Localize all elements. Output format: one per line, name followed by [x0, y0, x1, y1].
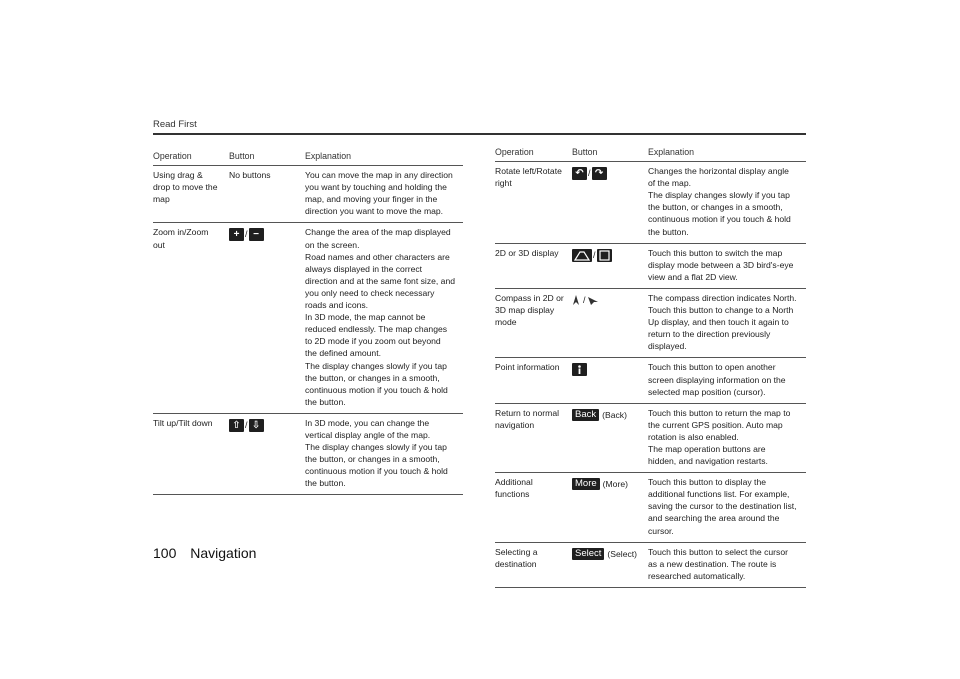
button-cell: No buttons — [229, 170, 271, 181]
table-row — [495, 162, 806, 244]
page-footer — [153, 545, 256, 561]
operation-cell: Rotate left/Rotate right — [495, 166, 562, 189]
slash-separator: / — [245, 229, 248, 240]
button-cell — [572, 546, 648, 582]
explanation-cell: Touch this button to select the cursor as a new destination. The route is researched automatically. — [648, 546, 788, 581]
compass-north-icon — [572, 294, 580, 310]
3d-view-icon — [572, 249, 592, 262]
compass-heading-icon — [587, 294, 599, 310]
page-number: 100 — [153, 545, 177, 561]
explanation-cell: Touch this button to display the additional functions list. For example, saving the cursor to the destination list, and searching the area around the cursor. — [648, 477, 797, 536]
3d-view-glyph — [572, 249, 592, 262]
button-cell — [229, 226, 305, 407]
back-button-label: (Back) — [602, 409, 627, 420]
table-row — [153, 166, 463, 223]
explanation-cell: Change the area of the map displayed on the screen. Road names and other characters are always displayed in the correct direction and at the same font size, and you only need to check necessary roads and icons. In 3D mode, the map cannot be reduced endlessly. The map changes to 2D mode if you zoom out beyond the defined amount. The display changes slowly if you tap the button, or changes in a smooth, continuous motion if you touch & hold the button. — [305, 227, 456, 407]
table-header — [153, 150, 463, 166]
operation-cell: Using drag & drop to move the map — [153, 170, 218, 205]
button-cell — [572, 407, 648, 467]
table-row — [495, 289, 806, 358]
section-header: Read First — [153, 119, 197, 130]
operation-cell: Return to normal navigation — [495, 407, 560, 430]
more-button-label: (More) — [602, 479, 628, 490]
button-cell — [572, 476, 648, 536]
table-row — [153, 223, 463, 413]
slash-separator: / — [583, 294, 586, 305]
button-cell — [572, 165, 648, 238]
table-row — [495, 244, 806, 289]
point-info-glyph — [572, 363, 587, 376]
point-info-icon — [572, 363, 587, 376]
button-cell — [572, 361, 648, 397]
compass-heading-glyph — [587, 294, 599, 306]
table-row — [495, 543, 806, 588]
table-row — [153, 414, 463, 496]
compass-north-glyph — [572, 294, 580, 306]
column-header-button: Button — [229, 151, 255, 161]
table-row — [495, 358, 806, 403]
2d-view-icon — [597, 249, 612, 262]
slash-separator: / — [593, 249, 596, 260]
column-header-explanation: Explanation — [648, 147, 694, 157]
select-button-graphic: Select — [572, 548, 604, 560]
operation-cell: Additional functions — [495, 477, 533, 500]
operation-cell: Point information — [495, 362, 560, 373]
table-row — [495, 473, 806, 542]
column-header-operation: Operation — [495, 147, 534, 157]
header-rule — [153, 133, 806, 135]
zoom-in-icon: + — [229, 228, 244, 241]
explanation-cell: Touch this button to open another screen displaying information on the selected map position (cursor). — [648, 362, 786, 397]
explanation-cell: You can move the map in any direction you want by touching and holding the map, and moving your finger in the direction you want to move the map. — [305, 170, 453, 217]
column-header-operation: Operation — [153, 151, 192, 161]
chapter-title: Navigation — [190, 545, 257, 561]
button-cell — [229, 417, 305, 490]
operation-cell: Selecting a destination — [495, 546, 538, 569]
explanation-cell: Touch this button to return the map to the current GPS position. Auto map rotation is also enabled. The map operation buttons are hidden, and navigation restarts. — [648, 407, 791, 467]
button-cell — [572, 292, 648, 352]
rotate-left-icon: ↶ — [572, 167, 587, 180]
tilt-down-icon: ⇩ — [249, 419, 264, 432]
select-button-label: (Select) — [607, 548, 638, 559]
table-row — [495, 404, 806, 473]
tilt-up-icon: ⇧ — [229, 419, 244, 432]
explanation-cell: The compass direction indicates North. Touch this button to change to a North Up display, and then touch it again to return to the direction previously displayed. — [648, 292, 797, 352]
table-header — [495, 146, 806, 162]
zoom-out-icon: − — [249, 228, 264, 241]
rotate-right-icon: ↷ — [592, 167, 607, 180]
more-button-graphic: More — [572, 478, 600, 490]
slash-separator: / — [245, 419, 248, 430]
operation-cell: Tilt up/Tilt down — [153, 417, 213, 428]
explanation-cell: Changes the horizontal display angle of the map. The display changes slowly if you tap the button, or changes in a smooth, continuous motion if you touch & hold the button. — [648, 166, 791, 237]
column-header-explanation: Explanation — [305, 151, 351, 161]
right-operations-table — [495, 146, 806, 588]
2d-view-glyph — [597, 249, 612, 262]
button-cell — [572, 247, 648, 283]
operation-cell: Zoom in/Zoom out — [153, 227, 209, 250]
explanation-cell: In 3D mode, you can change the vertical display angle of the map. The display changes slowly if you tap the button, or changes in a smooth, continuous motion if you touch & hold the button. — [305, 417, 448, 489]
operation-cell: 2D or 3D display — [495, 247, 559, 258]
back-button-graphic: Back — [572, 409, 599, 421]
explanation-cell: Touch this button to switch the map display mode between a 3D bird's-eye view and a flat 2D view. — [648, 247, 794, 282]
left-operations-table — [153, 150, 463, 495]
slash-separator: / — [588, 168, 591, 179]
column-header-button: Button — [572, 147, 598, 157]
operation-cell: Compass in 2D or 3D map display mode — [495, 292, 564, 328]
